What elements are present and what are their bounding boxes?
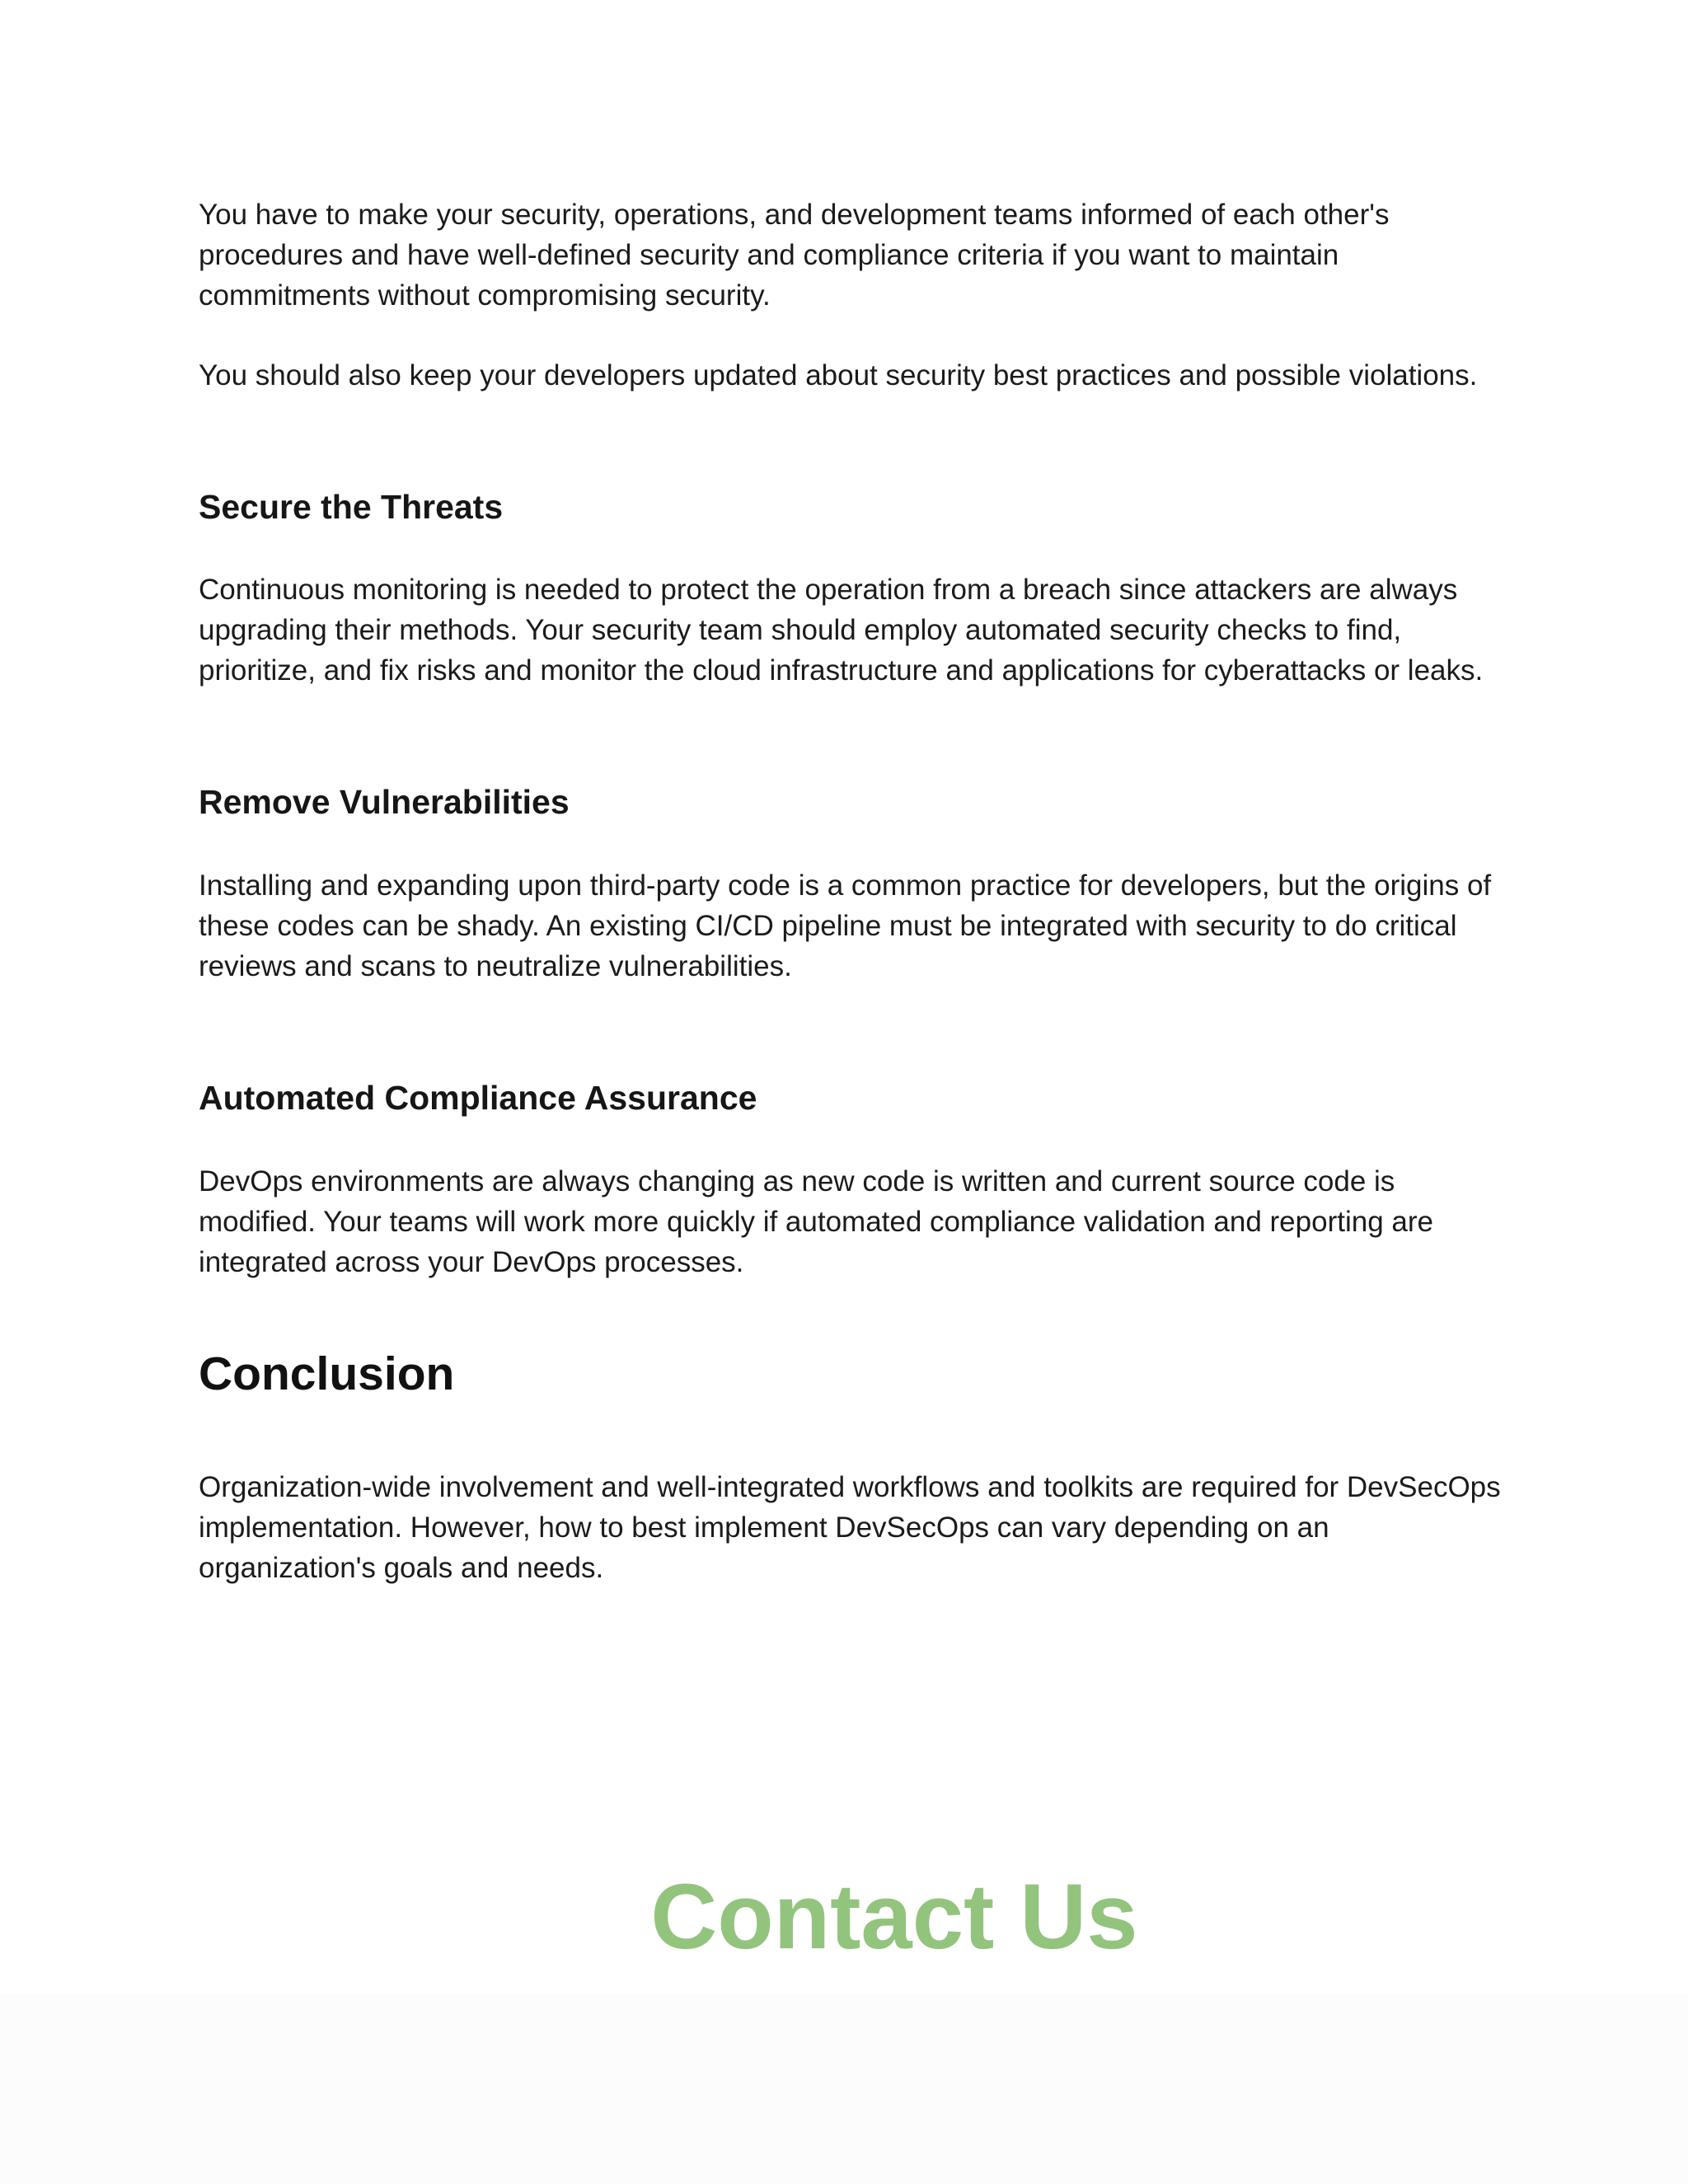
compliance-heading: Automated Compliance Assurance [199,1079,757,1117]
conclusion-heading: Conclusion [199,1347,455,1400]
threats-heading: Secure the Threats [199,488,504,526]
vulnerabilities-heading: Remove Vulnerabilities [199,783,570,821]
conclusion-paragraph: Organization-wide involvement and well-integrated workflows and toolkits are required for DevSecOps implementation. However, how to best implement DevSecOps can vary depending on an organization's goals and needs. [199,1471,1501,1584]
compliance-paragraph: DevOps environments are always changing as new code is written and current source code is modified. Your teams will work more quickly if automated compliance validation and reporting are integrated across your DevOps processes. [199,1165,1433,1278]
intro-paragraph-2: You should also keep your developers updated about security best practices and possible violations. [199,359,1478,391]
page-footer-background [0,1994,1688,2184]
contact-us-heading: Contact Us [650,1865,1138,1968]
intro-paragraph-1: You have to make your security, operations, and development teams informed of each other's procedures and have well-defined security and compliance criteria if you want to maintain commitments without compromising security. [199,199,1390,312]
vulnerabilities-paragraph: Installing and expanding upon third-party code is a common practice for developers, but the origins of these codes can be shady. An existing CI/CD pipeline must be integrated with security to do critical reviews and scans to neutralize vulnerabilities. [199,869,1492,982]
threats-paragraph: Continuous monitoring is needed to protect the operation from a breach since attackers are always upgrading their methods. Your security team should employ automated security checks to find, prioritize, and fix risks and monitor the cloud infrastructure and applications for cyberattacks or leaks. [199,574,1484,687]
